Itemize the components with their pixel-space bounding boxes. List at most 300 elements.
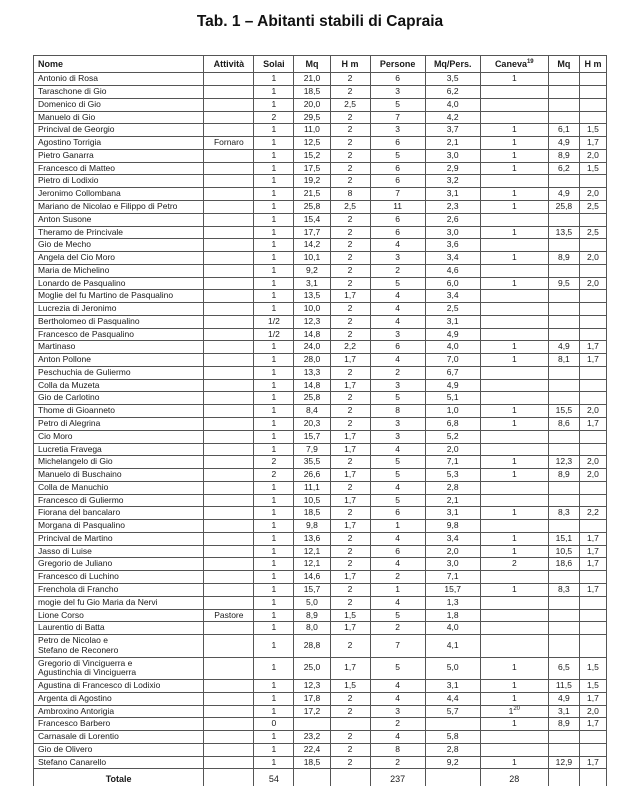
cell-h-m-caneva	[579, 443, 606, 456]
cell-nome: Ambroxino Antorigia	[34, 705, 204, 718]
cell-mq-caneva: 15,1	[548, 532, 579, 545]
cell-attivita	[204, 86, 254, 99]
cell-attivita	[204, 392, 254, 405]
cell-nome: Pietro Ganarra	[34, 149, 204, 162]
cell-mq-caneva: 8,6	[548, 418, 579, 431]
cell-h-m: 2	[330, 507, 370, 520]
cell-solai: 2	[254, 456, 294, 469]
cell-persone: 3	[370, 328, 425, 341]
cell-h-m-caneva: 2,0	[579, 405, 606, 418]
cell-mq-caneva	[548, 366, 579, 379]
cell-h-m: 2	[330, 481, 370, 494]
cell-persone: 3	[370, 430, 425, 443]
cell-mq-caneva	[548, 264, 579, 277]
cell-h-m-caneva	[579, 213, 606, 226]
cell-caneva	[480, 443, 548, 456]
cell-caneva	[480, 596, 548, 609]
footnote-reference: 20	[513, 705, 521, 712]
cell-mq: 5,0	[294, 596, 330, 609]
cell-caneva: 1	[480, 532, 548, 545]
cell-caneva	[480, 213, 548, 226]
cell-h-m-caneva: 1,7	[579, 545, 606, 558]
cell-mq: 22,4	[294, 743, 330, 756]
cell-mq-caneva	[548, 731, 579, 744]
cell-mq: 18,5	[294, 86, 330, 99]
cell-nome: Francesco di Guliermo	[34, 494, 204, 507]
cell-h-m-caneva	[579, 73, 606, 86]
cell-mq: 12,5	[294, 137, 330, 150]
table-row	[34, 277, 607, 290]
cell-mq-pers: 3,4	[425, 290, 480, 303]
cell-h-m: 1,7	[330, 469, 370, 482]
cell-mq: 11,0	[294, 124, 330, 137]
cell-mq: 35,5	[294, 456, 330, 469]
cell-mq: 10,5	[294, 494, 330, 507]
cell-persone: 6	[370, 507, 425, 520]
cell-mq-pers: 5,1	[425, 392, 480, 405]
cell-mq-caneva: 9,5	[548, 277, 579, 290]
cell-h-m-caneva	[579, 290, 606, 303]
table-row	[34, 558, 607, 571]
cell-h-m: 1,7	[330, 430, 370, 443]
cell-mq-caneva: 8,3	[548, 583, 579, 596]
cell-mq-caneva	[548, 86, 579, 99]
cell-h-m-caneva: 2,0	[579, 188, 606, 201]
cell-h-m: 2	[330, 213, 370, 226]
cell-h-m: 2	[330, 111, 370, 124]
cell-mq-caneva: 10,5	[548, 545, 579, 558]
cell-mq-pers: 4,9	[425, 328, 480, 341]
cell-solai: 1	[254, 239, 294, 252]
cell-h-m-caneva: 1,7	[579, 532, 606, 545]
cell-attivita	[204, 277, 254, 290]
cell-persone: 4	[370, 596, 425, 609]
cell-persone: 237	[370, 769, 425, 786]
cell-h-m-caneva: 2,5	[579, 226, 606, 239]
cell-persone: 2	[370, 622, 425, 635]
cell-h-m-caneva	[579, 239, 606, 252]
cell-mq-pers: 4,2	[425, 111, 480, 124]
cell-solai: 1	[254, 756, 294, 769]
column-header-h-m: H m	[330, 56, 370, 73]
cell-mq: 13,5	[294, 290, 330, 303]
cell-h-m: 2	[330, 731, 370, 744]
cell-mq: 18,5	[294, 507, 330, 520]
cell-nome: Francesco de Pasqualino	[34, 328, 204, 341]
cell-h-m: 2	[330, 328, 370, 341]
cell-h-m-caneva: 1,7	[579, 137, 606, 150]
page-title: Tab. 1 – Abitanti stabili di Capraia	[196, 13, 444, 30]
cell-solai: 1	[254, 622, 294, 635]
column-header-persone: Persone	[370, 56, 425, 73]
cell-nome: Domenico di Gio	[34, 98, 204, 111]
cell-caneva	[480, 481, 548, 494]
cell-mq-pers: 5,3	[425, 469, 480, 482]
cell-h-m-caneva	[579, 303, 606, 316]
cell-solai: 1	[254, 583, 294, 596]
cell-solai: 1	[254, 124, 294, 137]
cell-h-m-caneva: 1,7	[579, 756, 606, 769]
cell-attivita	[204, 532, 254, 545]
cell-nome: Argenta di Agostino	[34, 692, 204, 705]
cell-mq: 13,3	[294, 366, 330, 379]
cell-mq-pers: 5,8	[425, 731, 480, 744]
cell-mq-pers: 2,6	[425, 213, 480, 226]
cell-nome: Francesco di Luchino	[34, 571, 204, 584]
cell-mq-pers: 2,0	[425, 545, 480, 558]
cell-caneva: 2	[480, 558, 548, 571]
table-row	[34, 443, 607, 456]
cell-persone: 4	[370, 481, 425, 494]
cell-caneva	[480, 366, 548, 379]
cell-persone: 1	[370, 520, 425, 533]
cell-persone: 4	[370, 692, 425, 705]
cell-attivita	[204, 520, 254, 533]
cell-mq: 15,2	[294, 149, 330, 162]
cell-nome: Princival de Martino	[34, 532, 204, 545]
cell-mq-caneva	[548, 635, 579, 658]
cell-caneva	[480, 239, 548, 252]
cell-mq: 8,9	[294, 609, 330, 622]
cell-solai: 1	[254, 264, 294, 277]
total-row	[34, 769, 607, 786]
cell-attivita	[204, 149, 254, 162]
cell-h-m: 1,7	[330, 290, 370, 303]
cell-caneva	[480, 290, 548, 303]
cell-mq-pers: 3,4	[425, 532, 480, 545]
table-row	[34, 635, 607, 658]
cell-persone: 5	[370, 494, 425, 507]
table-row	[34, 743, 607, 756]
cell-mq-pers: 3,1	[425, 507, 480, 520]
cell-h-m-caneva: 2,0	[579, 469, 606, 482]
cell-solai: 1	[254, 705, 294, 718]
cell-h-m-caneva	[579, 366, 606, 379]
cell-mq: 12,1	[294, 545, 330, 558]
cell-caneva: 1	[480, 341, 548, 354]
cell-mq-caneva: 11,5	[548, 680, 579, 693]
cell-nome: Petro di Alegrina	[34, 418, 204, 431]
cell-caneva	[480, 430, 548, 443]
table-row	[34, 418, 607, 431]
table-row	[34, 571, 607, 584]
cell-mq: 9,8	[294, 520, 330, 533]
cell-persone: 3	[370, 418, 425, 431]
cell-solai: 1	[254, 379, 294, 392]
cell-h-m-caneva	[579, 622, 606, 635]
cell-mq-pers: 2,1	[425, 494, 480, 507]
column-header-h-m-caneva: H m	[579, 56, 606, 73]
cell-caneva	[480, 520, 548, 533]
cell-mq-pers: 4,6	[425, 264, 480, 277]
cell-mq-pers: 6,0	[425, 277, 480, 290]
cell-h-m: 2	[330, 226, 370, 239]
table-row	[34, 315, 607, 328]
cell-solai: 1	[254, 571, 294, 584]
cell-mq	[294, 769, 330, 786]
table-row	[34, 405, 607, 418]
cell-h-m-caneva: 2,0	[579, 277, 606, 290]
cell-mq-pers: 4,0	[425, 98, 480, 111]
cell-persone: 5	[370, 149, 425, 162]
cell-mq-pers: 3,0	[425, 558, 480, 571]
table-row	[34, 657, 607, 680]
cell-mq: 15,7	[294, 430, 330, 443]
cell-mq-caneva	[548, 315, 579, 328]
cell-persone: 4	[370, 354, 425, 367]
cell-h-m: 1,7	[330, 622, 370, 635]
cell-h-m: 2	[330, 175, 370, 188]
cell-mq-caneva: 13,5	[548, 226, 579, 239]
cell-attivita	[204, 731, 254, 744]
cell-solai: 2	[254, 469, 294, 482]
cell-caneva: 1	[480, 456, 548, 469]
cell-attivita	[204, 622, 254, 635]
cell-nome: Moglie del fu Martino de Pasqualino	[34, 290, 204, 303]
cell-persone: 4	[370, 315, 425, 328]
cell-nome: Stefano Canarello	[34, 756, 204, 769]
cell-solai: 1	[254, 354, 294, 367]
cell-mq: 17,5	[294, 162, 330, 175]
cell-attivita	[204, 201, 254, 214]
table-header	[34, 56, 607, 73]
cell-persone: 3	[370, 124, 425, 137]
cell-attivita	[204, 558, 254, 571]
cell-mq-caneva	[548, 769, 579, 786]
cell-mq-caneva: 15,5	[548, 405, 579, 418]
table-row	[34, 354, 607, 367]
cell-nome: Jasso di Luise	[34, 545, 204, 558]
cell-nome: Mariano de Nicolao e Filippo di Petro	[34, 201, 204, 214]
cell-solai: 1	[254, 86, 294, 99]
cell-mq: 10,1	[294, 252, 330, 265]
cell-nome: Lione Corso	[34, 609, 204, 622]
cell-mq-caneva	[548, 494, 579, 507]
cell-h-m: 2	[330, 149, 370, 162]
cell-attivita	[204, 405, 254, 418]
cell-h-m: 2	[330, 705, 370, 718]
table-row	[34, 226, 607, 239]
cell-caneva	[480, 303, 548, 316]
table-row	[34, 507, 607, 520]
cell-mq-caneva: 4,9	[548, 692, 579, 705]
cell-mq-caneva: 8,9	[548, 149, 579, 162]
table-row	[34, 609, 607, 622]
cell-solai: 1	[254, 731, 294, 744]
cell-mq: 19,2	[294, 175, 330, 188]
cell-nome: Morgana di Pasqualino	[34, 520, 204, 533]
table-row	[34, 456, 607, 469]
cell-attivita	[204, 507, 254, 520]
cell-h-m-caneva: 1,7	[579, 341, 606, 354]
cell-h-m: 2	[330, 405, 370, 418]
cell-mq-pers: 6,8	[425, 418, 480, 431]
cell-attivita	[204, 596, 254, 609]
cell-mq-pers	[425, 769, 480, 786]
cell-h-m: 1,7	[330, 494, 370, 507]
cell-mq-pers: 3,5	[425, 73, 480, 86]
cell-caneva: 1	[480, 188, 548, 201]
footnote-reference: 19	[526, 59, 534, 65]
table-row	[34, 379, 607, 392]
cell-caneva: 1	[480, 149, 548, 162]
cell-persone: 3	[370, 86, 425, 99]
cell-nome: Francesco Barbero	[34, 718, 204, 731]
cell-mq: 21,5	[294, 188, 330, 201]
cell-solai: 1	[254, 743, 294, 756]
cell-nome: Gregorio di Vinciguerra e Agustinchia di Vinciguerra	[34, 657, 204, 680]
table-row	[34, 86, 607, 99]
cell-h-m-caneva	[579, 315, 606, 328]
cell-attivita	[204, 379, 254, 392]
cell-persone: 8	[370, 405, 425, 418]
cell-attivita	[204, 481, 254, 494]
cell-solai: 1	[254, 252, 294, 265]
cell-nome: Gregorio de Juliano	[34, 558, 204, 571]
cell-mq-caneva	[548, 175, 579, 188]
cell-solai: 1	[254, 392, 294, 405]
cell-h-m-caneva: 1,7	[579, 718, 606, 731]
cell-h-m-caneva	[579, 264, 606, 277]
cell-nome: Michelangelo di Gio	[34, 456, 204, 469]
cell-mq: 25,0	[294, 657, 330, 680]
column-header-mq: Mq	[294, 56, 330, 73]
cell-h-m: 2	[330, 124, 370, 137]
cell-mq-caneva	[548, 571, 579, 584]
cell-attivita	[204, 430, 254, 443]
cell-caneva	[480, 743, 548, 756]
cell-mq-caneva	[548, 303, 579, 316]
table-row	[34, 252, 607, 265]
cell-attivita	[204, 73, 254, 86]
table-row	[34, 430, 607, 443]
cell-solai: 1	[254, 226, 294, 239]
cell-persone: 6	[370, 545, 425, 558]
cell-h-m-caneva	[579, 731, 606, 744]
cell-caneva	[480, 392, 548, 405]
table-row	[34, 469, 607, 482]
cell-persone: 4	[370, 731, 425, 744]
cell-caneva: 1	[480, 469, 548, 482]
cell-mq-pers: 4,0	[425, 341, 480, 354]
cell-h-m-caneva	[579, 111, 606, 124]
cell-solai: 1	[254, 609, 294, 622]
cell-nome: Gio de Mecho	[34, 239, 204, 252]
cell-solai: 1	[254, 341, 294, 354]
cell-attivita	[204, 743, 254, 756]
cell-h-m-caneva	[579, 328, 606, 341]
cell-mq-pers: 2,5	[425, 303, 480, 316]
cell-attivita	[204, 680, 254, 693]
cell-mq: 28,8	[294, 635, 330, 658]
cell-solai: 1	[254, 162, 294, 175]
cell-nome: Francesco di Matteo	[34, 162, 204, 175]
cell-solai: 1	[254, 443, 294, 456]
cell-nome: Fiorana del bancalaro	[34, 507, 204, 520]
cell-nome: Agostino Torrigia	[34, 137, 204, 150]
cell-mq-pers: 4,0	[425, 622, 480, 635]
cell-persone: 6	[370, 175, 425, 188]
cell-nome: Bertholomeo di Pasqualino	[34, 315, 204, 328]
cell-h-m: 1,5	[330, 609, 370, 622]
cell-mq: 13,6	[294, 532, 330, 545]
cell-persone: 4	[370, 443, 425, 456]
cell-caneva: 1	[480, 657, 548, 680]
cell-persone: 4	[370, 558, 425, 571]
cell-h-m-caneva: 1,5	[579, 680, 606, 693]
table-row	[34, 73, 607, 86]
cell-nome: Colla de Manuchio	[34, 481, 204, 494]
cell-mq-pers: 1,3	[425, 596, 480, 609]
cell-persone: 4	[370, 239, 425, 252]
cell-mq-pers: 5,0	[425, 657, 480, 680]
cell-persone: 7	[370, 188, 425, 201]
cell-caneva: 1	[480, 507, 548, 520]
cell-attivita	[204, 718, 254, 731]
cell-h-m: 2	[330, 418, 370, 431]
cell-mq: 3,1	[294, 277, 330, 290]
cell-h-m	[330, 718, 370, 731]
cell-mq-pers: 3,1	[425, 680, 480, 693]
table-row	[34, 392, 607, 405]
cell-h-m-caneva	[579, 520, 606, 533]
cell-nome: Petro de Nicolao e Stefano de Reconero	[34, 635, 204, 658]
cell-solai: 1	[254, 532, 294, 545]
column-header-mq-pers: Mq/Pers.	[425, 56, 480, 73]
cell-h-m-caneva	[579, 392, 606, 405]
cell-attivita	[204, 328, 254, 341]
cell-h-m: 1,7	[330, 657, 370, 680]
cell-mq-caneva: 12,3	[548, 456, 579, 469]
cell-caneva: 1	[480, 226, 548, 239]
cell-nome: Gio de Olivero	[34, 743, 204, 756]
cell-h-m: 2	[330, 239, 370, 252]
cell-caneva: 1	[480, 162, 548, 175]
table-row	[34, 162, 607, 175]
cell-solai: 1	[254, 507, 294, 520]
table-row	[34, 124, 607, 137]
cell-mq-caneva: 25,8	[548, 201, 579, 214]
cell-h-m-caneva	[579, 596, 606, 609]
cell-solai: 1	[254, 73, 294, 86]
cell-mq-pers: 3,7	[425, 124, 480, 137]
cell-mq-caneva: 4,9	[548, 137, 579, 150]
cell-solai: 1	[254, 494, 294, 507]
cell-h-m: 2	[330, 315, 370, 328]
cell-mq: 14,2	[294, 239, 330, 252]
cell-mq-caneva	[548, 328, 579, 341]
cell-mq: 24,0	[294, 341, 330, 354]
cell-h-m-caneva	[579, 175, 606, 188]
cell-nome: Cio Moro	[34, 430, 204, 443]
cell-solai: 1	[254, 680, 294, 693]
cell-h-m: 2	[330, 277, 370, 290]
cell-attivita	[204, 290, 254, 303]
cell-persone: 4	[370, 680, 425, 693]
column-header-solai: Solai	[254, 56, 294, 73]
cell-mq-caneva	[548, 392, 579, 405]
cell-h-m-caneva: 1,5	[579, 162, 606, 175]
cell-persone: 5	[370, 469, 425, 482]
cell-caneva	[480, 111, 548, 124]
cell-persone: 5	[370, 98, 425, 111]
cell-solai: 1	[254, 277, 294, 290]
cell-nome: Taraschone di Gio	[34, 86, 204, 99]
cell-h-m	[330, 769, 370, 786]
cell-mq-caneva: 8,9	[548, 469, 579, 482]
cell-h-m: 1,7	[330, 571, 370, 584]
cell-mq: 25,8	[294, 201, 330, 214]
